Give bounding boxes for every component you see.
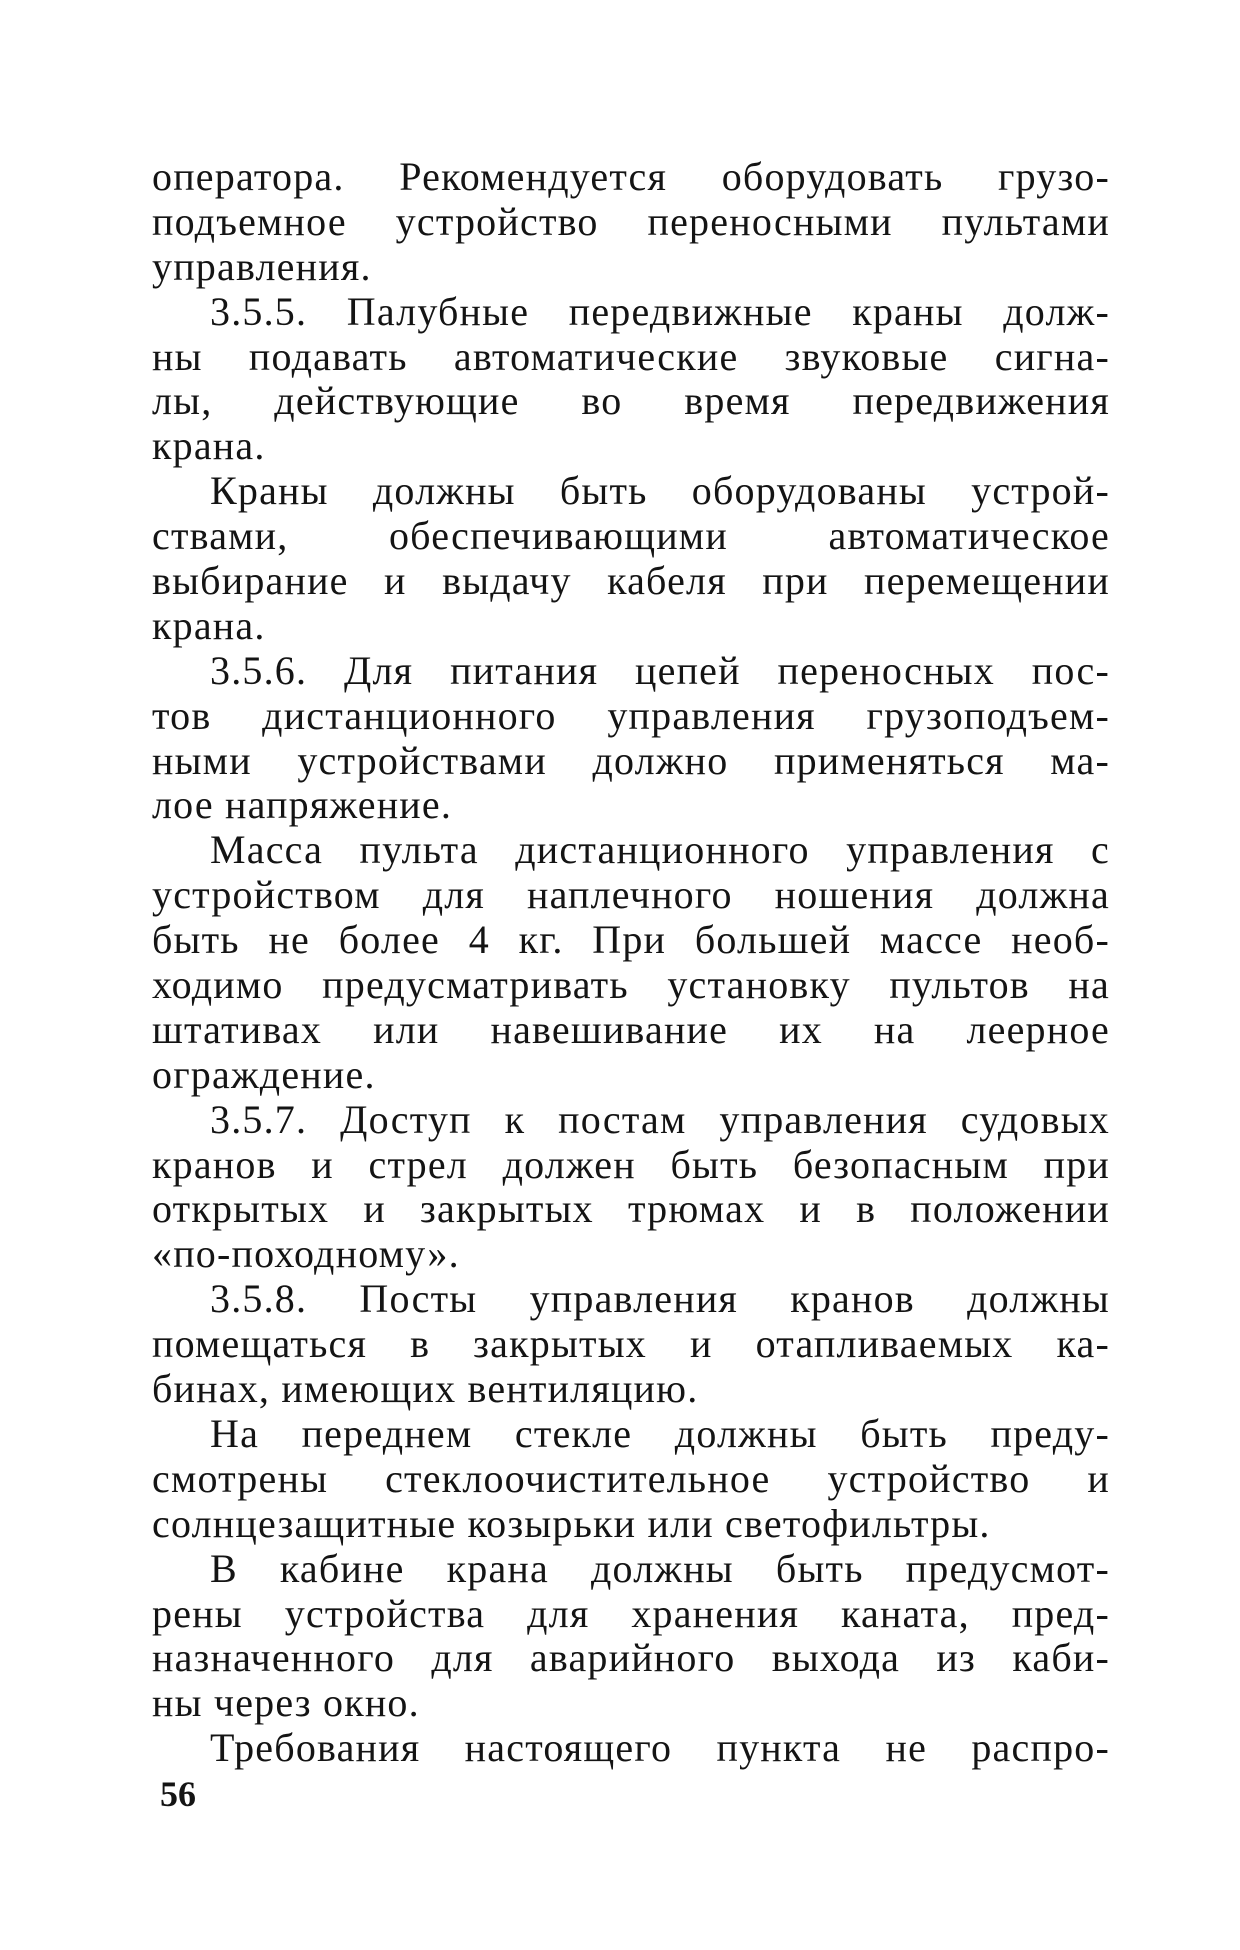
text-line: В кабине крана должны быть предусмот-	[210, 1545, 1110, 1591]
paragraph	[152, 1412, 1110, 1547]
text-line: ны через окно.	[152, 1680, 420, 1726]
text-line: ограждение.	[152, 1051, 376, 1097]
text-line: выбирание и выдачу кабеля при перемещении	[152, 558, 1110, 604]
paragraph	[152, 1726, 1110, 1771]
text-line: 3.5.5. Палубные передвижные краны долж-	[210, 288, 1110, 334]
paragraph	[152, 290, 1110, 470]
paragraph	[152, 649, 1110, 829]
text-line: 3.5.7. Доступ к постам управления судовых	[210, 1096, 1110, 1142]
text-line: На переднем стекле должны быть преду-	[210, 1410, 1110, 1456]
text-line: «по-походному».	[152, 1231, 460, 1277]
paragraph	[152, 1098, 1110, 1278]
text-line: лы, действующие во время передвижения	[152, 378, 1110, 424]
text-line: крана.	[152, 602, 266, 648]
body-text	[152, 155, 1110, 1771]
paragraph	[152, 1277, 1110, 1412]
text-line: быть не более 4 кг. При большей массе необ-	[152, 917, 1110, 963]
text-line: ными устройствами должно применяться ма-	[152, 737, 1110, 783]
text-line: 3.5.8. Посты управления кранов должны	[210, 1276, 1110, 1322]
text-line: бинах, имеющих вентиляцию.	[152, 1366, 699, 1412]
paragraph	[152, 828, 1110, 1097]
paragraph	[152, 155, 1110, 290]
text-line: ходимо предусматривать установку пультов на	[152, 962, 1110, 1008]
page-number: 56	[160, 1774, 196, 1814]
paragraph	[152, 469, 1110, 649]
text-line: 3.5.6. Для питания цепей переносных пос-	[210, 647, 1110, 693]
text-line: Требования настоящего пункта не распро-	[210, 1725, 1110, 1771]
text-line: Краны должны быть оборудованы устрой-	[210, 468, 1110, 514]
text-line: устройством для наплечного ношения должна	[152, 872, 1110, 918]
text-line: крана.	[152, 423, 266, 469]
text-line: подъемное устройство переносными пультами	[152, 198, 1110, 244]
text-line: лое напряжение.	[152, 782, 453, 828]
text-line: штативах или навешивание их на леерное	[152, 1006, 1110, 1052]
text-line: назначенного для аварийного выхода из каби-	[152, 1635, 1110, 1681]
text-line: смотрены стеклоочистительное устройство и	[152, 1455, 1110, 1501]
text-line: рены устройства для хранения каната, пред-	[152, 1590, 1110, 1636]
paragraph	[152, 1547, 1110, 1727]
text-line: кранов и стрел должен быть безопасным при	[152, 1141, 1110, 1187]
text-line: солнцезащитные козырьки или светофильтры.	[152, 1500, 991, 1546]
text-line: помещаться в закрытых и отапливаемых ка-	[152, 1321, 1110, 1367]
text-line: открытых и закрытых трюмах и в положении	[152, 1186, 1110, 1232]
text-line: управления.	[152, 243, 372, 289]
text-line: Масса пульта дистанционного управления с	[210, 827, 1110, 873]
text-line: ны подавать автоматические звуковые сигна-	[152, 333, 1110, 379]
text-line: тов дистанционного управления грузоподъем-	[152, 692, 1110, 738]
text-line: ствами, обеспечивающими автоматическое	[152, 513, 1110, 559]
text-line: оператора. Рекомендуется оборудовать грузо-	[152, 154, 1110, 199]
